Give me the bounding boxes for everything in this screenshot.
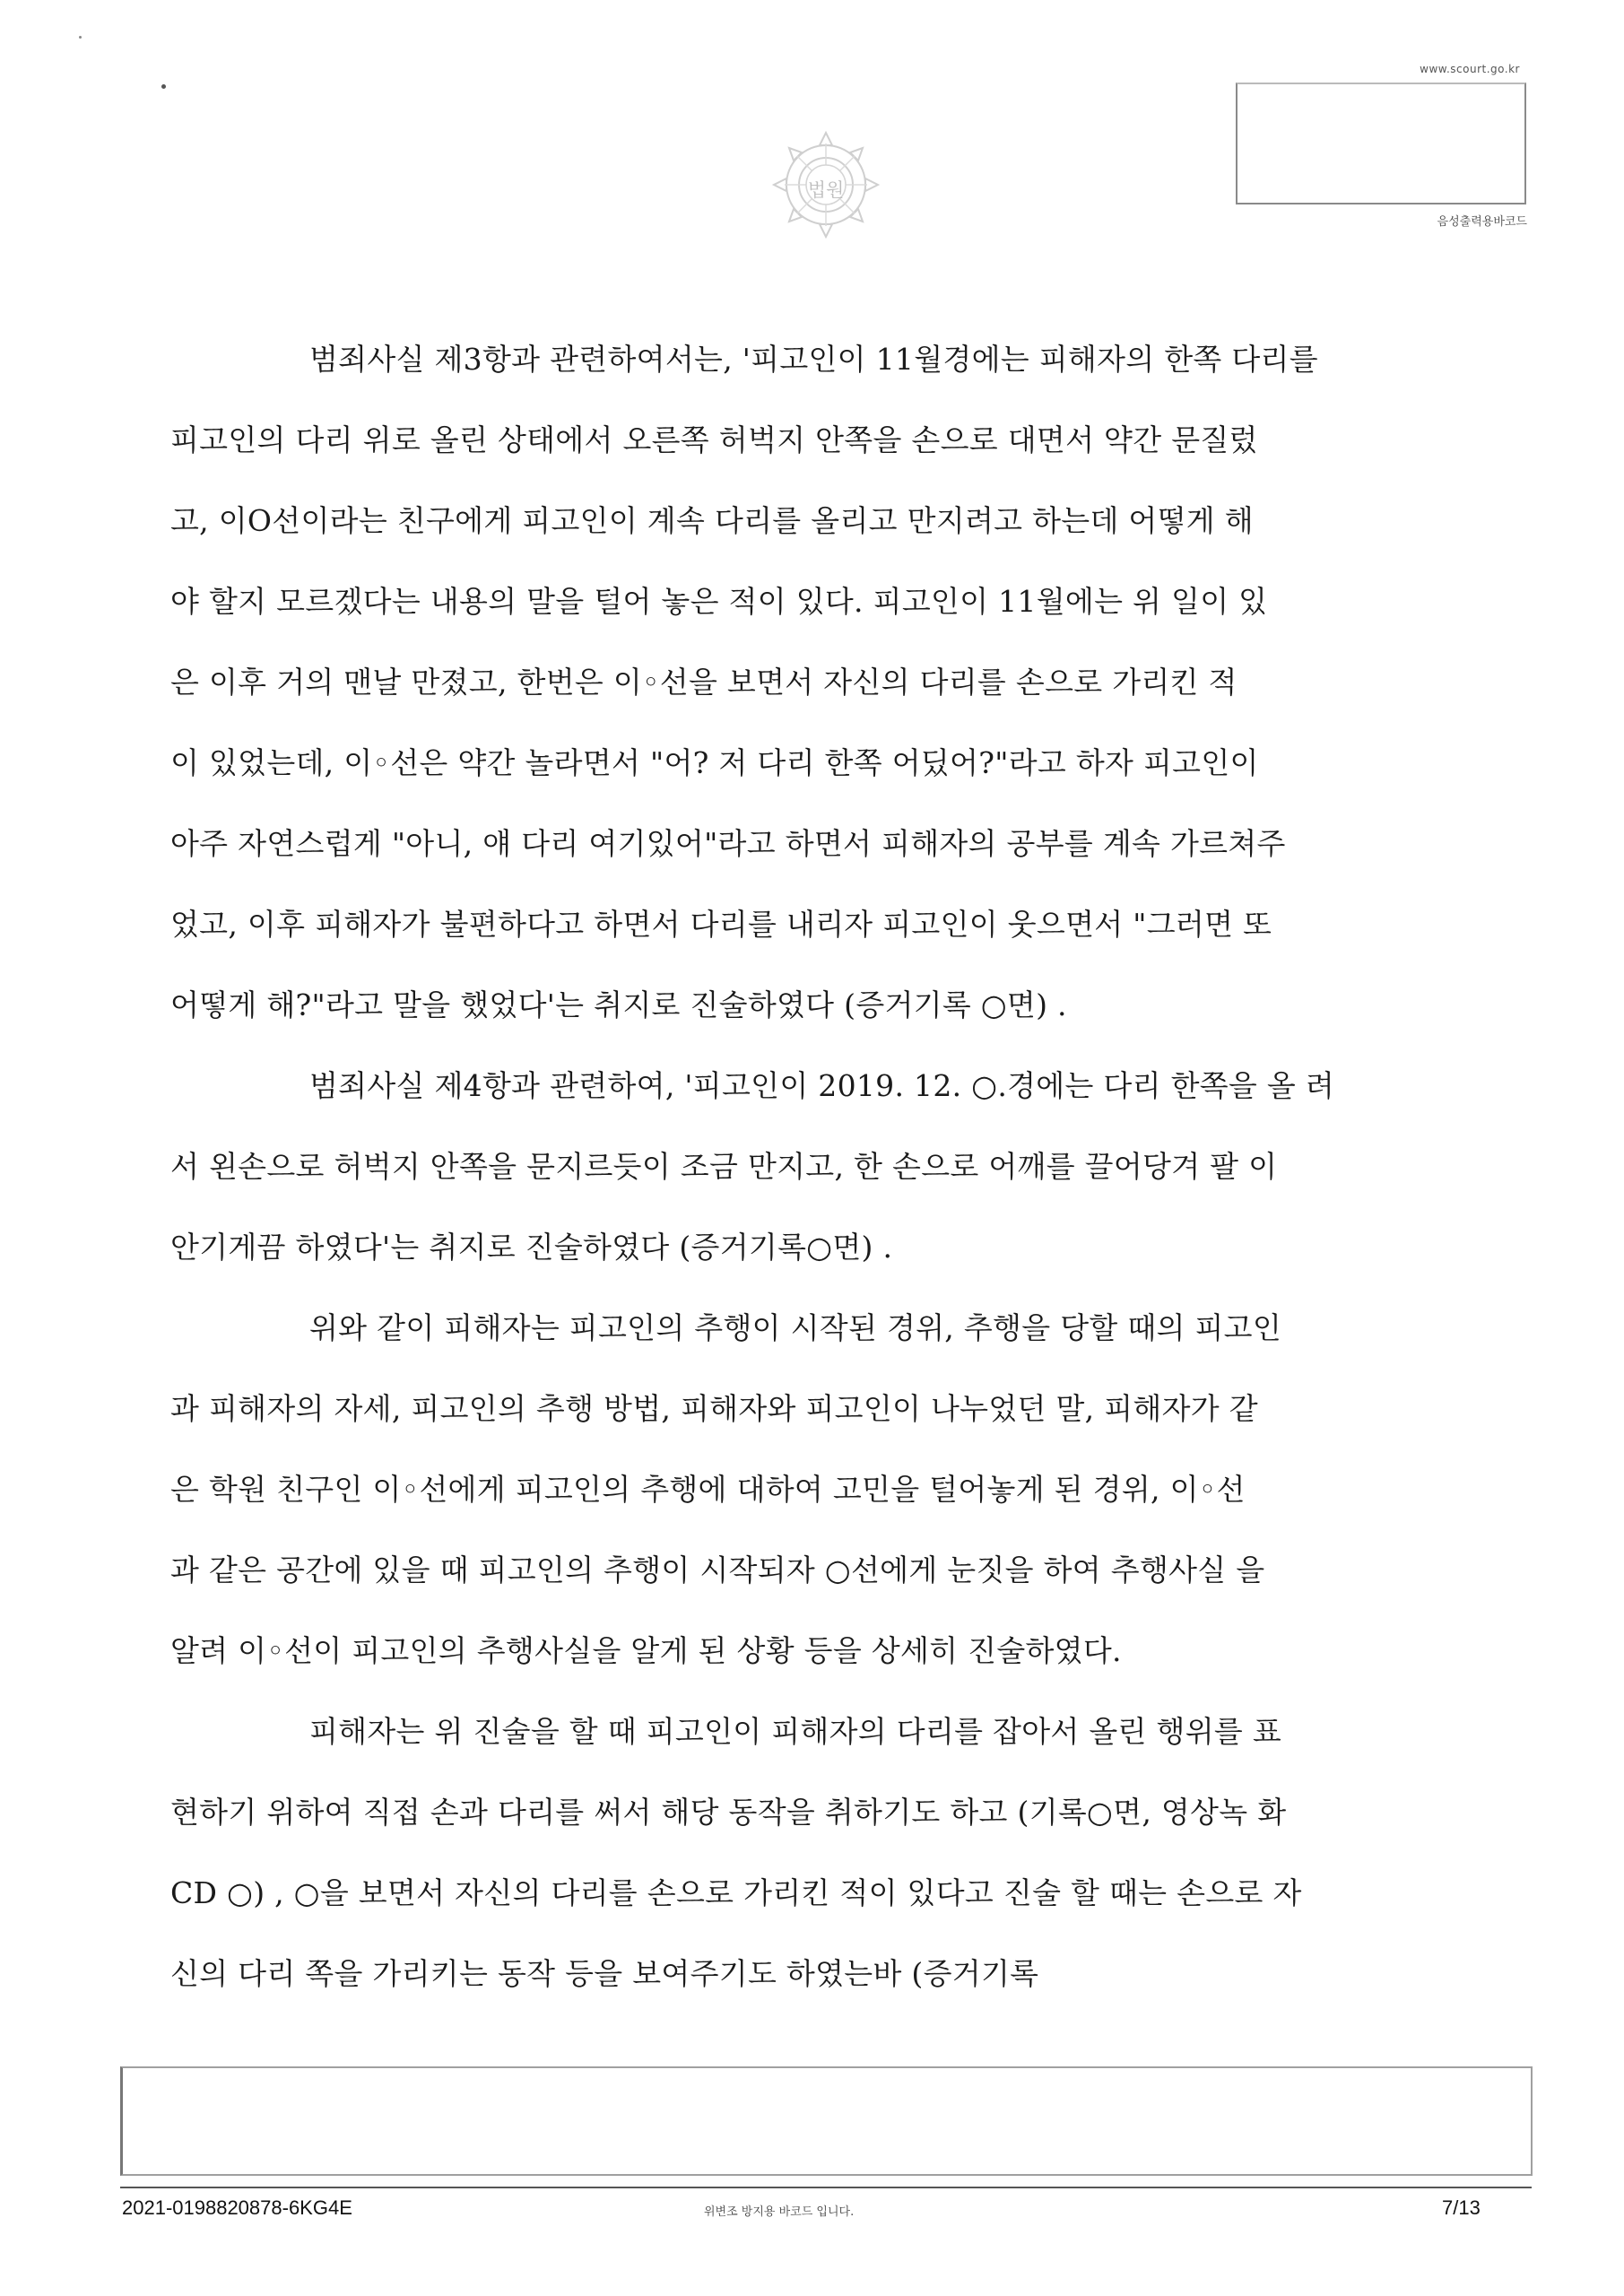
text-line: 이 있었는데, 이◦선은 약간 놀라면서 "어? 저 다리 한쪽 어딨어?"라고 하자 피고인이 <box>170 745 1259 780</box>
document-id: 2021-0198820878-6KG4E <box>122 2196 352 2219</box>
scan-speck <box>161 84 166 89</box>
paragraph-first-line: 범죄사실 제3항과 관련하여서는, '피고인이 11월경에는 피해자의 한쪽 다리를 <box>309 342 1318 377</box>
document-body <box>170 319 1462 2014</box>
text-line: CD ○) , ○을 보면서 자신의 다리를 손으로 가리킨 적이 있다고 진술 할 때는 손으로 자 <box>170 1875 1302 1910</box>
barcode-note: 위변조 방지용 바코드 입니다. <box>704 2205 855 2219</box>
court-url: www.scourt.go.kr <box>1420 63 1520 75</box>
court-seal-logo <box>768 115 884 276</box>
text-line: 과 같은 공간에 있을 때 피고인의 추행이 시작되자 ○선에게 눈짓을 하여 추행사실 을 <box>170 1552 1265 1587</box>
scan-speck <box>79 36 82 39</box>
text-line: 과 피해자의 자세, 피고인의 추행 방법, 피해자와 피고인이 나누었던 말, 피해자가 같 <box>170 1391 1258 1426</box>
footer-divider <box>120 2187 1532 2188</box>
text-line: 안기게끔 하였다'는 취지로 진술하였다 (증거기록○면) . <box>170 1230 893 1265</box>
text-line: 알려 이◦선이 피고인의 추행사실을 알게 된 상황 등을 상세히 진술하였다. <box>170 1633 1122 1668</box>
audio-barcode-box <box>1236 83 1526 204</box>
anti-forgery-barcode-box <box>120 2066 1533 2176</box>
text-line: 은 학원 친구인 이◦선에게 피고인의 추행에 대하여 고민을 털어놓게 된 경위, 이◦선 <box>170 1472 1246 1507</box>
text-line: 고, 이O선이라는 친구에게 피고인이 계속 다리를 올리고 만지려고 하는데 어떻게 해 <box>170 503 1254 538</box>
text-line: 었고, 이후 피해자가 불편하다고 하면서 다리를 내리자 피고인이 웃으면서 "그러면 또 <box>170 907 1272 942</box>
text-line: 서 왼손으로 허벅지 안쪽을 문지르듯이 조금 만지고, 한 손으로 어깨를 끌어당겨 팔 이 <box>170 1149 1278 1184</box>
paragraph-first-line: 피해자는 위 진술을 할 때 피고인이 피해자의 다리를 잡아서 올린 행위를 표 <box>309 1714 1282 1749</box>
text-line: 어떻게 해?"라고 말을 했었다'는 취지로 진술하였다 (증거기록 ○면) . <box>170 987 1067 1022</box>
text-line: 은 이후 거의 맨날 만졌고, 한번은 이◦선을 보면서 자신의 다리를 손으로 가리킨 적 <box>170 665 1238 700</box>
text-line: 야 할지 모르겠다는 내용의 말을 털어 놓은 적이 있다. 피고인이 11월에는 위 일이 있 <box>170 584 1268 619</box>
audio-barcode-caption: 음성출력용바코드 <box>1437 215 1527 229</box>
paragraph-first-line: 위와 같이 피해자는 피고인의 추행이 시작된 경위, 추행을 당할 때의 피고인 <box>309 1310 1282 1345</box>
text-line: 신의 다리 쪽을 가리키는 동작 등을 보여주기도 하였는바 (증거기록 <box>170 1956 1039 1991</box>
page-number: 7/13 <box>1442 2196 1481 2219</box>
text-line: 피고인의 다리 위로 올린 상태에서 오른쪽 허벅지 안쪽을 손으로 대면서 약간 문질렀 <box>170 422 1258 457</box>
paragraph-first-line: 범죄사실 제4항과 관련하여, '피고인이 2019. 12. ○.경에는 다리 한쪽을 올 려 <box>309 1068 1335 1103</box>
seal-label: 법원 <box>807 179 845 201</box>
text-line: 아주 자연스럽게 "아니, 얘 다리 여기있어"라고 하면서 피해자의 공부를 계속 가르쳐주 <box>170 826 1286 861</box>
text-line: 현하기 위하여 직접 손과 다리를 써서 해당 동작을 취하기도 하고 (기록○면, 영상녹 화 <box>170 1795 1287 1830</box>
